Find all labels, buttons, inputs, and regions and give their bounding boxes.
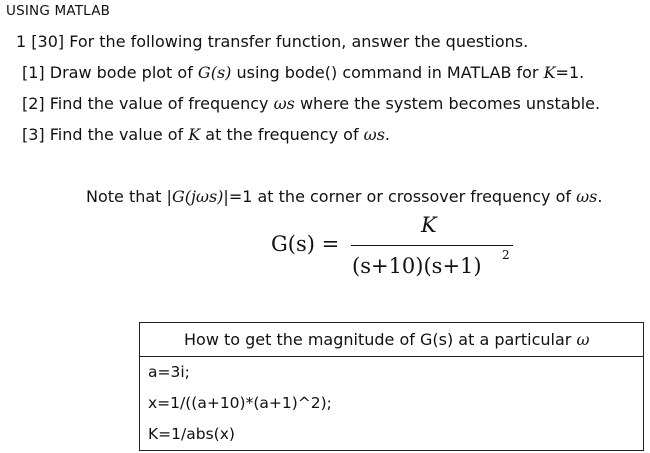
formula-exponent: 2: [502, 248, 510, 262]
code-box: [139, 322, 644, 451]
code-line-1: a=3i;: [148, 363, 190, 381]
header-label: USING MATLAB: [6, 3, 111, 19]
item-1-text-b: using bode() command in MATLAB for: [231, 63, 544, 82]
omega-symbol: ω: [576, 330, 590, 349]
item-3-math-ws: ωs: [363, 125, 385, 144]
code-box-body: [140, 356, 643, 450]
note-post: |=1 at the corner or crossover frequency of: [223, 187, 577, 206]
note-math-ws: ωs: [576, 187, 598, 206]
item-3-text-b: at the frequency of: [200, 125, 364, 144]
note-post-b: .: [597, 187, 603, 206]
note-text: [86, 187, 602, 206]
code-box-title-text: How to get the magnitude of G(s) at a particular: [184, 330, 572, 349]
item-1-math: G(s): [197, 63, 232, 82]
code-line-3: K=1/abs(x): [148, 425, 235, 443]
item-3-text: [3] Find the value of: [22, 125, 189, 144]
question-item-1: [22, 63, 584, 82]
item-1-text: [1] Draw bode plot of: [22, 63, 198, 82]
note-math: G(jωs): [171, 187, 224, 206]
item-2-text-b: where the system becomes unstable.: [294, 94, 601, 113]
item-2-math: ωs: [273, 94, 295, 113]
question-intro: 1 [30] For the following transfer function, answer the questions.: [16, 32, 529, 51]
formula-numerator: K: [421, 213, 437, 237]
question-item-3: [22, 125, 390, 144]
fraction-bar: [351, 245, 513, 246]
code-box-title: [184, 330, 590, 349]
note-pre: Note that |: [86, 187, 172, 206]
formula-lhs: G(s) =: [271, 232, 340, 256]
item-2-text: [2] Find the value of frequency: [22, 94, 274, 113]
question-item-2: [22, 94, 600, 113]
formula-denominator: (s+10)(s+1): [352, 254, 482, 278]
item-3-text-c: .: [384, 125, 391, 144]
code-box-title-row: [140, 323, 643, 356]
item-1-math-k: K: [543, 63, 556, 82]
item-3-math: K: [188, 125, 201, 144]
item-1-text-c: =1.: [555, 63, 585, 82]
code-line-2: x=1/((a+10)*(a+1)^2);: [148, 394, 332, 412]
